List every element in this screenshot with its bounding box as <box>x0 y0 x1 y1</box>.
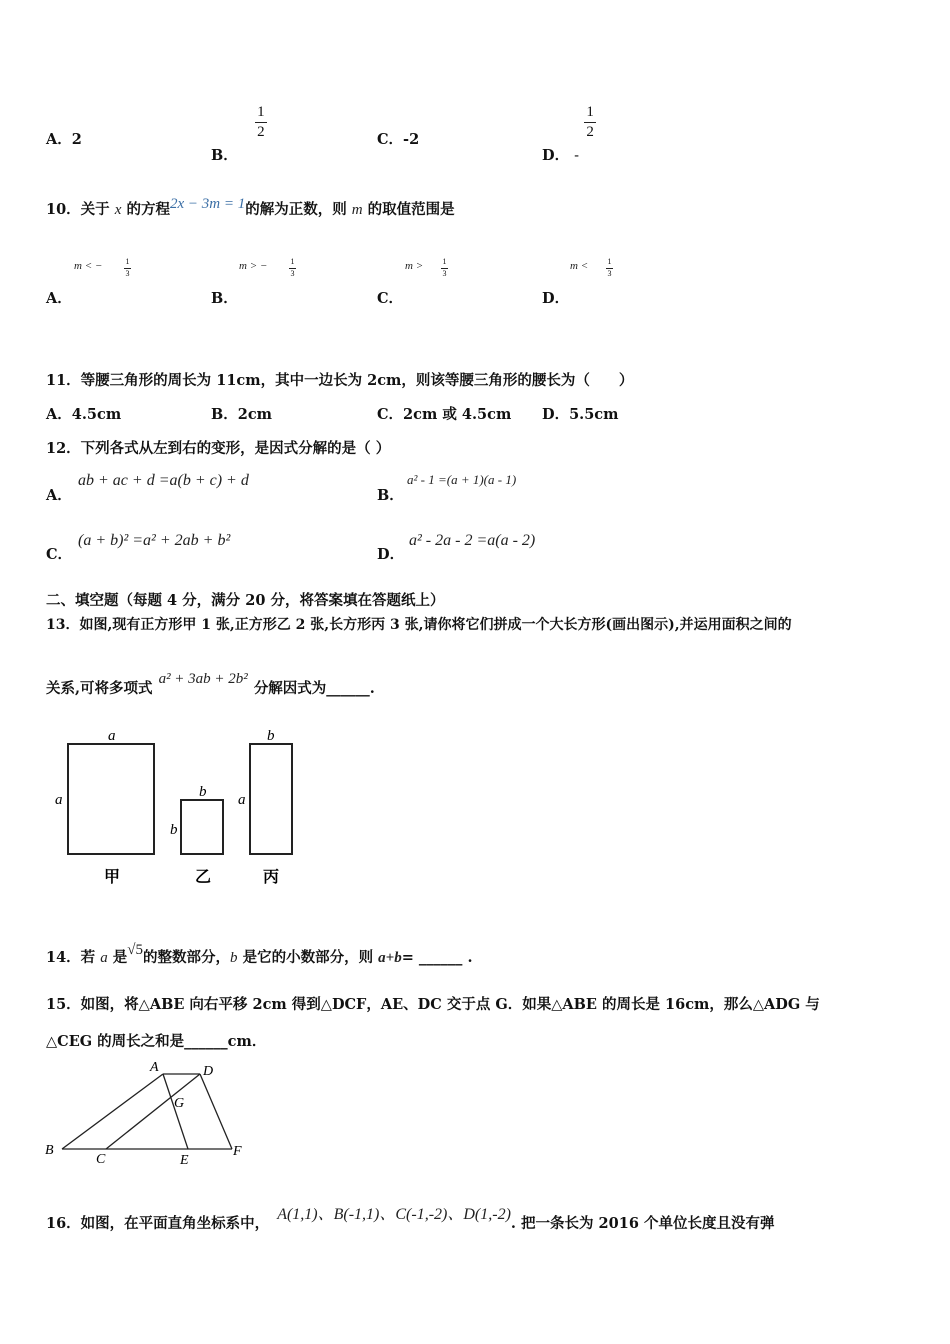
point-A: A <box>150 1060 159 1075</box>
polynomial: a² + 3ab + 2b² <box>158 671 248 687</box>
q15-line2: △CEG 的周长之和是______cm． <box>46 1033 267 1050</box>
point-D: D <box>203 1064 214 1079</box>
square-jia <box>68 744 154 854</box>
fraction: $\frac{1}{2}$ <box>584 104 596 140</box>
point-B: B <box>45 1143 54 1158</box>
q13-line1: 13．如图,现有正方形甲 1 张,正方形乙 2 张,长方形丙 3 张,请你将它们拼成一个大长方形(画出图示),并运用面积之间的 <box>46 617 792 633</box>
square-yi <box>181 800 223 854</box>
q9-option-d: D． - $\frac{1}{2}$ <box>542 104 596 141</box>
label-top-b: b <box>199 784 207 800</box>
section-title: 二、填空题（每题 4 分，满分 20 分，将答案填在答题纸上） <box>46 592 445 609</box>
caption-bing: 丙 <box>263 869 280 886</box>
q16-stem: 16．如图，在平面直角坐标系中，A(1,1)、B(-1,1)、C(-1,-2)、D(1,-2). 把一条长为 2016 个单位长度且没有弹 <box>46 1206 775 1232</box>
point-C: C <box>96 1152 106 1167</box>
label-top-a: a <box>108 728 116 744</box>
q11-option-d: D．5.5cm <box>542 406 619 423</box>
q13-figure <box>50 722 310 892</box>
label-top-b2: b <box>267 728 275 744</box>
sqrt-5: √5 <box>127 942 144 958</box>
point-E: E <box>180 1153 189 1168</box>
q9-option-a: A．2 <box>46 131 82 148</box>
equation: 2x − 3m = 1 <box>169 196 246 212</box>
q11-option-b: B．2cm <box>211 406 273 423</box>
q12-stem: 12．下列各式从左到右的变形，是因式分解的是（ ） <box>46 440 391 457</box>
rect-bing <box>250 744 292 854</box>
label-side-a2: a <box>238 792 246 808</box>
q15-line1: 15．如图，将△ABE 向右平移 2cm 得到△DCF，AE、DC 交于点 G．如果△ABE 的周长是 16cm，那么△ADG 与 <box>46 996 820 1013</box>
q13-line2: 关系,可将多项式a² + 3ab + 2b²分解因式为______. <box>46 671 375 697</box>
q11-stem: 11．等腰三角形的周长为 11cm，其中一边长为 2cm，则该等腰三角形的腰长为（ ） <box>46 372 634 389</box>
caption-yi: 乙 <box>195 869 212 886</box>
q14-stem: 14．若 a 是√5的整数部分，b 是它的小数部分，则 a+b= ______ . <box>46 942 473 966</box>
q10-stem: 10．关于 x 的方程2x − 3m = 1的解为正数，则 m 的取值范围是 <box>46 196 455 218</box>
point-F: F <box>233 1144 242 1159</box>
q11-option-a: A．4.5cm <box>46 406 122 423</box>
q11-option-c: C．2cm 或 4.5cm <box>377 406 512 423</box>
label-side-a: a <box>55 792 63 808</box>
q15-figure <box>40 1055 260 1170</box>
coordinates: A(1,1)、B(-1,1)、C(-1,-2)、D(1,-2) <box>277 1206 511 1223</box>
point-G: G <box>174 1096 185 1111</box>
fraction: $\frac{1}{2}$ <box>255 104 267 140</box>
q9-option-b: B． $\frac{1}{2}$ <box>211 104 267 141</box>
caption-jia: 甲 <box>104 869 121 886</box>
label-side-b: b <box>170 822 178 838</box>
q9-option-c: C．-2 <box>377 131 420 148</box>
